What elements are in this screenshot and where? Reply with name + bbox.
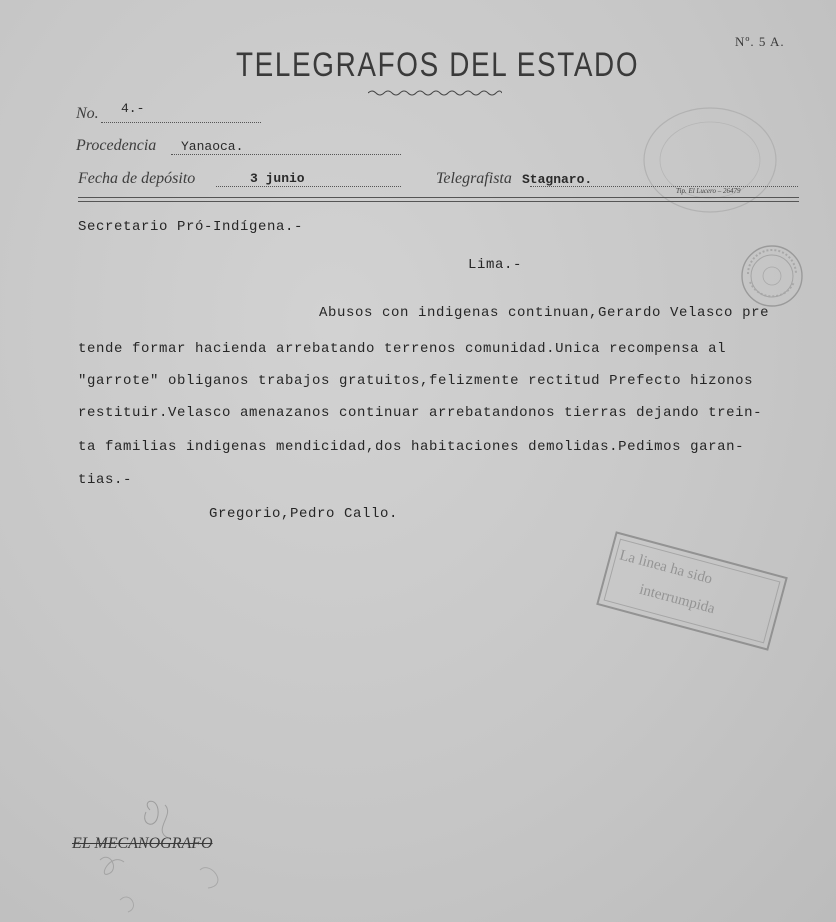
header-rule-bottom (78, 201, 799, 202)
message-line-5: ta familias indigenas mendicidad,dos habitaciones demolidas.Pedimos garan- (78, 439, 745, 455)
number-field (76, 105, 99, 123)
origin-value: Yanaoca. (181, 139, 244, 154)
deposit-date-field (78, 170, 195, 188)
page-title: TELEGRAFOS DEL ESTADO (236, 46, 640, 84)
message-line-1: Abusos con indigenas continuan,Gerardo Velasco pre (319, 305, 770, 321)
number-label: No. (76, 105, 99, 122)
message-line-2: tende formar hacienda arrebatando terrenos comunidad.Unica recompensa al (78, 341, 727, 357)
library-seal-stamp (740, 244, 804, 308)
sender-signature: Gregorio,Pedro Callo. (209, 506, 399, 522)
typist-footer-label: EL MECANOGRAFO (72, 835, 213, 852)
stamp-text-line-1: La linea ha sido (617, 547, 715, 588)
form-serial-number: Nº. 5 A. (735, 34, 785, 49)
header-rule-top (78, 197, 799, 198)
printer-imprint: Tip. El Lucero – 26479 (676, 187, 741, 195)
pencil-scribbles (80, 790, 260, 920)
deposit-date-value: 3 junio (250, 171, 305, 186)
telegraphist-label: Telegrafista (436, 170, 512, 187)
destination-city: Lima.- (468, 257, 523, 273)
stamp-text-line-2: interrumpida (637, 581, 717, 618)
number-value: 4.- (121, 101, 145, 116)
origin-field (76, 137, 156, 155)
recipient-line: Secretario Pró-Indígena.- (78, 219, 304, 235)
message-line-4: restituir.Velasco amenazanos continuar arrebatandonos tierras dejando trein- (78, 405, 763, 421)
deposit-date-underline (216, 186, 401, 187)
deposit-date-label: Fecha de depósito (78, 170, 196, 187)
origin-label: Procedencia (76, 137, 157, 154)
faint-watermark-seal (640, 105, 780, 215)
line-interrupted-stamp (596, 531, 788, 650)
telegraphist-field (436, 170, 512, 188)
origin-underline (171, 154, 401, 155)
message-line-6: tias.- (78, 472, 133, 488)
message-line-3: "garrote" obliganos trabajos gratuitos,felizmente rectitud Prefecto hizonos (78, 373, 754, 389)
telegraphist-value: Stagnaro. (522, 172, 593, 187)
title-flourish-ornament (368, 88, 502, 98)
number-underline (101, 122, 261, 123)
